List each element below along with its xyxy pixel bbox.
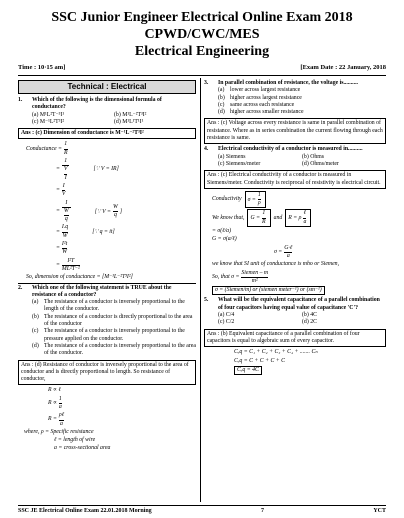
q2-formula-1: R ∝ ℓ (48, 387, 61, 394)
option-text: The resistance of a conductor is inversely proportional to the pressure applied on the conductor. (44, 328, 185, 342)
option-text: higher across smaller resistance (230, 109, 304, 116)
frac-num: Siemen – m (241, 270, 268, 278)
frac-den: V (61, 191, 66, 198)
time-date-bar (18, 64, 386, 76)
frac-num: ρℓ (59, 412, 64, 420)
q2-formula-3 (18, 412, 196, 428)
q4-option-c: (c) Siemens/meter (218, 160, 261, 167)
q2-answer: Ans : (d) Resistance of conductor is inversely proportional to the area of conductor and is directly proportional to length. So resistance of conductor, (18, 360, 196, 386)
q1-note-vir: [∵ V = IR] (93, 166, 119, 173)
q2-where-1: where, ρ = Specific resistance (24, 428, 94, 435)
formula-label: We know that, (212, 214, 245, 221)
frac-den: ML²T⁻² (61, 265, 80, 272)
frac-num: G·ℓ (284, 245, 292, 253)
q4-text: Electrical conductivity of a conductor is measured in.......... (218, 146, 363, 153)
q4-answer: Ans : (c) Electrical conductivity of a conductor is measured in Siemens/meter. Conductivity is reciprocal of resistivity is electrical circuit. (204, 170, 386, 189)
option-letter: (d) (218, 109, 225, 116)
q4-number: 4. (204, 146, 209, 153)
frac-den: R (63, 149, 68, 156)
exam-title: SSC Junior Engineer Electrical Online Exam 2018 (51, 10, 353, 25)
frac-num: 1 (62, 158, 70, 166)
question-2 (18, 283, 196, 453)
subject-title: Electrical Engineering (134, 44, 270, 59)
q1-derivation-5: = $\frac{I.q}{W}$ [∵ q = it] (56, 224, 115, 239)
q1-note-vwq: [∵ V = $\frac{W}{q}$ ] (94, 203, 123, 218)
formula-and: and (273, 214, 283, 221)
topic-heading: Technical : Electrical (18, 80, 196, 94)
frac-den: a (286, 252, 290, 259)
q5-number: 5. (204, 297, 209, 304)
column-divider (200, 78, 201, 502)
exam-date: [Exam Date : 22 January, 2018 (300, 64, 386, 71)
option-letter: (c) (218, 101, 225, 108)
formula-lhs: R = (48, 416, 57, 423)
frac-num: W (64, 208, 69, 216)
formula-label: Conductivity (212, 196, 242, 202)
q3-option-c (204, 102, 386, 109)
q2-text: Which one of the following statement is TRUE about the resistance of a conductor? (32, 284, 172, 298)
q4-step-3 (204, 245, 386, 261)
option-text: The resistance of a conductor is inversely proportional to the length of the conductor. (44, 299, 185, 313)
frac-den: a (60, 420, 63, 427)
option-letter: (a) (218, 87, 225, 94)
question-5 (204, 297, 386, 375)
frac-den: a (58, 403, 62, 410)
option-text: The resistance of a conductor is directly proportional to the area of the conductor (44, 313, 193, 328)
q2-option-d (18, 343, 196, 358)
q1-derivation-4: = I W q [∵ V = $\frac{W}{q}$ ] (56, 199, 123, 223)
q4-final (204, 286, 386, 295)
q1-conclusion: So, dimension of conductance = [M⁻¹L⁻²T³I²] (26, 274, 133, 281)
q1-derivation-6: = $\frac{\text{I²t}}{W}$ (56, 241, 68, 256)
q4-conductivity (204, 191, 386, 209)
q5-option-c: (c) C/2 (218, 319, 235, 326)
frac-num: 1 (64, 141, 68, 149)
q3-option-d (204, 109, 386, 116)
left-column (18, 80, 196, 502)
frac-den: W (62, 232, 68, 239)
formula-lhs: R = ρ (288, 215, 302, 222)
option-letter: (b) (218, 94, 225, 101)
page-footer (18, 505, 386, 514)
q2-formula-2 (18, 396, 196, 412)
right-column (204, 80, 386, 502)
q5-formula-2: Cₑq = C + C + C + C (234, 357, 285, 364)
option-text: same across each resistance (230, 101, 295, 108)
frac-num: W (113, 204, 118, 212)
q1-option-d: (d) M¹L¹T¹I¹ (114, 118, 144, 125)
question-3 (204, 80, 386, 144)
q2-where-2: ℓ = length of wire (54, 437, 96, 444)
frac-num: 1 (258, 192, 261, 200)
q5-option-a: (a) C/4 (218, 312, 235, 319)
frac-num: V (64, 166, 68, 174)
q1-text: Which of the following is the dimensional formula of conductance? (32, 97, 162, 111)
page-number: 7 (261, 508, 264, 514)
q1-derivation-3: = $\frac{I}{V}$ (56, 182, 66, 198)
q4-step-2: G = σ(a/ℓ) (212, 236, 237, 243)
q4-option-b: (b) Ohms (302, 153, 325, 160)
formula-lhs: σ = (274, 248, 283, 255)
final-box: Cₑq = 4C (234, 366, 262, 375)
frac-den: W (62, 249, 67, 256)
footer-publisher: YCT (373, 508, 386, 514)
q1-derivation-7: = $\frac{\text{I²T}}{\text{ML²T⁻²}}$ (56, 257, 80, 272)
option-text: higher across largest resistance (230, 94, 302, 101)
option-letter: (b) (32, 313, 39, 320)
frac-den: I (64, 174, 67, 181)
q1-answer: Ans : (c) Dimension of conductance is M⁻¹L⁻²T³I² (18, 128, 196, 139)
formula-lhs: So, that σ = (212, 273, 240, 280)
exam-subtitle: CPWD/CWC/MES (144, 27, 260, 42)
q5-answer: Ans : (b) Equivalent capacitance of a parallel combination of four capacitors is equal to algebraic sum of every capacitor. (204, 329, 386, 348)
q5-option-b: (b) 4C (302, 312, 317, 319)
q5-options (204, 312, 386, 327)
option-text: lower across largest resistance (230, 87, 301, 94)
q4-options (204, 154, 386, 169)
frac-num: 1 (59, 396, 62, 404)
option-letter: (a) (32, 299, 39, 306)
q3-text: In parallel combination of resistance, the voltage is.......... (218, 80, 358, 86)
q1-number: 1. (18, 97, 23, 103)
q4-option-a: (a) Siemens (218, 153, 246, 160)
formula-lhs: σ = (247, 196, 256, 203)
q3-number: 3. (204, 80, 209, 86)
option-letter: (d) (32, 342, 39, 349)
q1-option-a: (a) M¹L²T⁻³I¹ (32, 111, 65, 118)
formula-lhs: R ∝ (48, 399, 57, 406)
frac-den: q (64, 216, 68, 223)
q5-option-d: (d) 2C (302, 319, 317, 326)
q1-option-c: (c) M⁻¹L²T³I² (32, 118, 65, 125)
frac-num: 1 (262, 210, 266, 218)
frac-den: q (113, 212, 117, 218)
option-text: The resistance of a conductor is inversely proportional to the area of the conductor. (44, 342, 196, 357)
frac-num: I (62, 200, 71, 208)
q2-number: 2. (18, 284, 23, 291)
q2-option-b (18, 314, 196, 329)
q2-where-3: a = cross-sectional area (54, 445, 111, 452)
exam-time: Time : 10·15 am] (18, 64, 66, 71)
q4-step-1: = σ(ℓ/a) (212, 228, 232, 235)
q1-options (18, 112, 196, 127)
q1-note-qit: [∵ q = it] (92, 228, 115, 235)
frac-den: R (262, 218, 266, 225)
frac-num: I.q (62, 224, 68, 232)
q4-step-4 (204, 270, 386, 286)
final-box: σ = (Siemen/m) or (siemen meter⁻¹) or (sm⁻¹) (212, 286, 325, 295)
q5-text: What will be the equivalent capacitance of a parallel combination of four capacitors having equal value of capacitance 'C'? (218, 297, 380, 311)
q2-option-a (18, 299, 196, 314)
q3-option-a (204, 87, 386, 94)
frac-den: a (303, 218, 307, 225)
frac-den: m² (251, 277, 258, 284)
formula-lhs: G = (250, 215, 261, 222)
q1-derivation-2: = 1 V I [∵ V = IR] (56, 158, 119, 181)
q5-formula-3 (204, 366, 386, 375)
frac-num: ℓ (303, 210, 306, 218)
question-1 (18, 97, 196, 282)
q4-si-note: we know that SI unit of conductance is mho or Siemen, (212, 261, 340, 268)
frac-den: ρ (257, 200, 261, 207)
footer-left: SSC JE Electrical Online Exam 22.01.2018 Morning (18, 508, 152, 514)
q1-option-b: (b) M¹L⁻²T³I² (114, 111, 147, 118)
frac-num: I (62, 183, 66, 191)
q1-conductance-label: Conductance = (26, 145, 62, 152)
q5-formula-1: Cₑq = C₁ + C₂ + C₃ + C₄ + ....... Cₙ (234, 349, 318, 356)
q2-option-c (18, 328, 196, 343)
q3-answer: Ans : (c) Voltage across every resistance is same in parallel combination of resistance. Where as in series combination the current flowing through each resistance is same. (204, 118, 386, 144)
note-text: ∵ V = (97, 208, 111, 215)
question-4 (204, 146, 386, 295)
option-letter: (c) (32, 328, 39, 335)
frac-num: I²t (62, 241, 67, 249)
q3-option-b (204, 95, 386, 102)
q4-option-d: (d) Ohms/meter (302, 160, 339, 167)
q4-weknow (204, 209, 386, 227)
frac-num: I²T (62, 258, 80, 266)
q1-derivation-1 (18, 141, 196, 157)
